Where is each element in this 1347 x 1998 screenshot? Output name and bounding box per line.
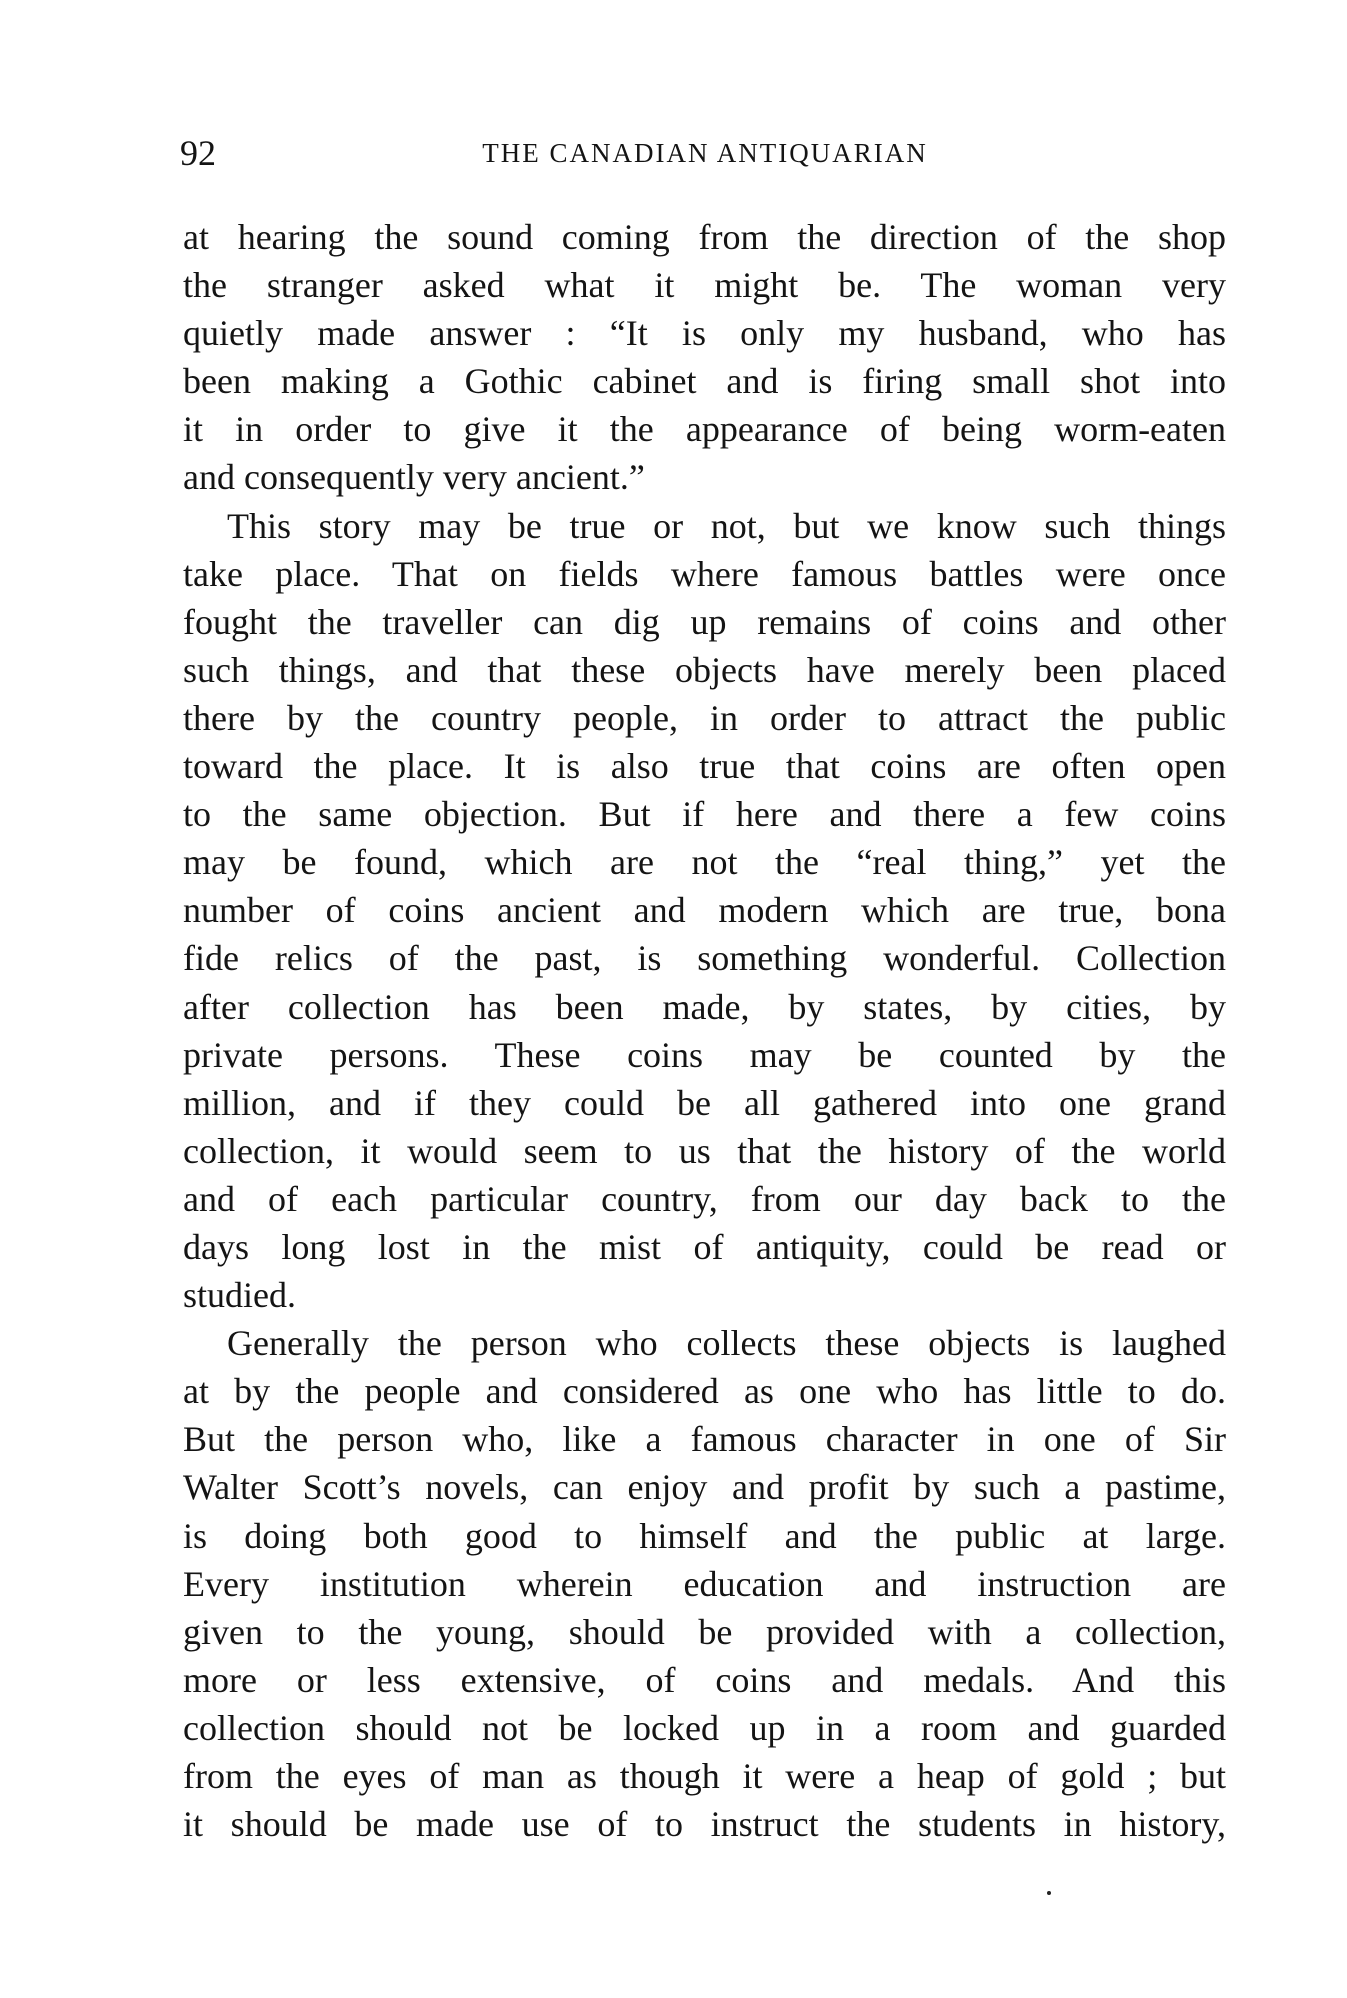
paragraph-2 <box>183 502 1226 1320</box>
text-line: Generally the person who collects these objects is laughed <box>227 1323 1226 1364</box>
text-line: may be found, which are not the “real thing,” yet the <box>183 842 1226 883</box>
text-line: But the person who, like a famous character in one of Sir <box>183 1419 1226 1460</box>
text-line: at hearing the sound coming from the direction of the shop <box>183 217 1226 257</box>
paragraph-1 <box>183 213 1226 502</box>
text-line: been making a Gothic cabinet and is firing small shot into <box>183 361 1226 402</box>
text-line: million, and if they could be all gathered into one grand <box>183 1082 1226 1123</box>
text-line: is doing both good to himself and the public at large. <box>183 1515 1226 1556</box>
text-line: Walter Scott’s novels, can enjoy and profit by such a pastime, <box>183 1467 1226 1508</box>
print-speck <box>1047 1891 1051 1895</box>
text-line: it in order to give it the appearance of being worm-eaten <box>183 409 1226 450</box>
text-line: collection, it would seem to us that the history of the world <box>183 1130 1226 1171</box>
paragraph-3 <box>183 1319 1226 1848</box>
text-line: after collection has been made, by states, by cities, by <box>183 986 1226 1027</box>
text-line: more or less extensive, of coins and medals. And this <box>183 1659 1226 1700</box>
page-number: 92 <box>180 133 216 173</box>
text-line: studied. <box>183 1275 296 1316</box>
text-line: given to the young, should be provided with a collection, <box>183 1611 1226 1652</box>
text-line: to the same objection. But if here and there a few coins <box>183 794 1226 835</box>
running-title: THE CANADIAN ANTIQUARIAN <box>482 138 928 168</box>
text-line: fought the traveller can dig up remains of coins and other <box>183 601 1226 642</box>
text-line: quietly made answer : “It is only my husband, who has <box>183 313 1226 354</box>
text-line: private persons. These coins may be counted by the <box>183 1034 1226 1075</box>
text-line: the stranger asked what it might be. The woman very <box>183 265 1226 306</box>
text-line: there by the country people, in order to attract the public <box>183 697 1226 738</box>
text-line: and of each particular country, from our day back to the <box>183 1178 1226 1219</box>
text-line: from the eyes of man as though it were a heap of gold ; but <box>183 1756 1226 1796</box>
text-line: number of coins ancient and modern which are true, bona <box>183 890 1226 931</box>
text-line: fide relics of the past, is something wonderful. Collection <box>183 938 1226 979</box>
text-line: and consequently very ancient.” <box>183 457 645 498</box>
text-line: days long lost in the mist of antiquity, could be read or <box>183 1226 1226 1267</box>
text-line: toward the place. It is also true that coins are often open <box>183 746 1226 787</box>
text-line: it should be made use of to instruct the students in history, <box>183 1804 1226 1845</box>
text-line: take place. That on fields where famous battles were once <box>183 553 1226 594</box>
text-line: Every institution wherein education and instruction are <box>183 1563 1226 1604</box>
text-line: such things, and that these objects have merely been placed <box>183 649 1226 690</box>
text-line: This story may be true or not, but we know such things <box>227 505 1226 546</box>
page-header <box>180 128 1230 178</box>
text-line: collection should not be locked up in a room and guarded <box>183 1707 1226 1748</box>
body-text <box>183 213 1226 1848</box>
text-line: at by the people and considered as one who has little to do. <box>183 1371 1226 1412</box>
